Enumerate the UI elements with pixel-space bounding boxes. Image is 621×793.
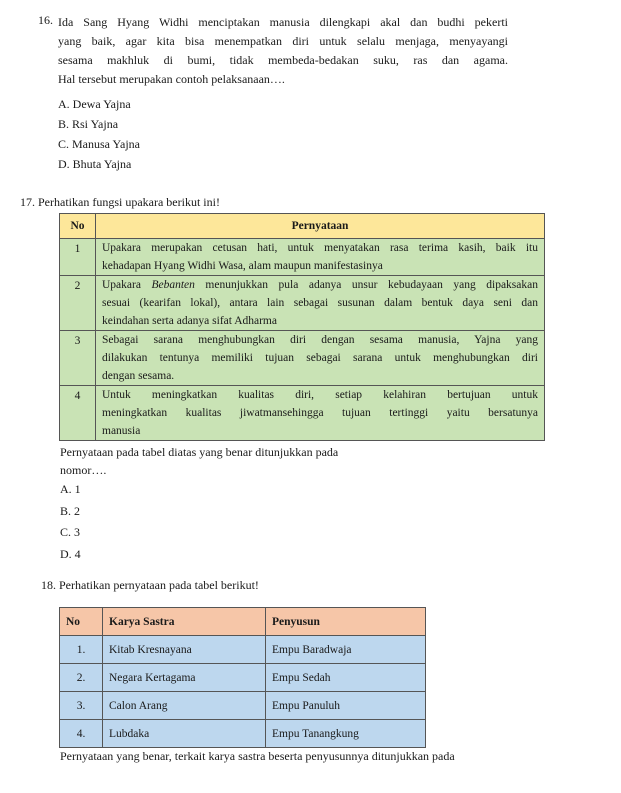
q16-line: yang baik, agar kita bisa menempatkan diri untuk selalu menjaga, menyayangi — [58, 34, 508, 48]
q17-row-no: 1 — [60, 239, 96, 276]
q17-option-b[interactable]: B. 2 — [60, 503, 81, 518]
q17-rich-part: menunjukkan pula adanya unsur kebudayaan yang dipaksakan — [194, 279, 538, 291]
q16-option-d[interactable]: D. Bhuta Yajna — [58, 157, 132, 171]
q18-row-no: 3. — [60, 692, 103, 720]
q17-cell-line: dilakukan tentunya memiliki tujuan sebagai sarana untuk menghubungkan diri — [102, 352, 538, 364]
q16-options — [58, 94, 140, 174]
q16-number: 16. — [38, 13, 53, 27]
q18-row-author: Empu Tanangkung — [266, 720, 426, 748]
table-row — [60, 331, 545, 386]
q18-row-author: Empu Baradwaja — [266, 636, 426, 664]
q18-row-no: 2. — [60, 664, 103, 692]
q16-question — [58, 13, 508, 89]
q17-cell-line: Untuk meningkatkan kualitas diri, setiap kelahiran bertujuan untuk — [102, 389, 538, 401]
q17-option-a[interactable]: A. 1 — [60, 482, 81, 496]
q18-row-no: 4. — [60, 720, 103, 748]
table-row — [60, 692, 426, 720]
q17-cell-line: Upakara merupakan cetusan hati, untuk menyatakan rasa terima kasih, baik itu — [102, 242, 538, 254]
q17-cell-line: meningkatkan kualitas jiwatmansehingga tujuan tertinggi yaitu bersatunya — [102, 407, 538, 419]
table-row — [60, 276, 545, 331]
q17-cell-line: dengan sesama. — [102, 370, 175, 382]
q18-header-no: No — [60, 608, 103, 636]
q17-row-no: 2 — [60, 276, 96, 331]
q17-italic-term: Bebanten — [151, 279, 195, 291]
q18-row-no: 1. — [60, 636, 103, 664]
table-row — [60, 720, 426, 748]
q17-question-line: nomor…. — [60, 463, 107, 477]
q17-row-statement — [96, 386, 545, 441]
q17-option-d[interactable]: D. 4 — [60, 546, 81, 561]
q16-line: Ida Sang Hyang Widhi menciptakan manusia dilengkapi akal dan budhi pekerti — [58, 15, 508, 29]
q17-cell-line: Sebagai sarana menghubungkan diri dengan sesama manusia, Yajna yang — [102, 334, 538, 346]
q17-question-line: Pernyataan pada tabel diatas yang benar ditunjukkan pada — [60, 445, 339, 459]
q18-table — [59, 607, 426, 748]
table-row — [60, 239, 545, 276]
q18-question: Pernyataan yang benar, terkait karya sastra beserta penyusunnya ditunjukkan pada — [60, 749, 455, 763]
q17-row-statement — [96, 276, 545, 331]
q17-row-statement — [96, 239, 545, 276]
q18-title: 18. Perhatikan pernyataan pada tabel berikut! — [41, 578, 259, 592]
q16-option-b[interactable]: B. Rsi Yajna — [58, 117, 119, 131]
q17-cell-line — [102, 276, 538, 294]
q17-cell-line: keindahan serta adanya sifat Adharma — [102, 315, 277, 327]
q17-title: 17. Perhatikan fungsi upakara berikut ini! — [20, 195, 220, 209]
q18-row-work: Kitab Kresnayana — [103, 636, 266, 664]
q17-row-no: 3 — [60, 331, 96, 386]
q16-option-a[interactable]: A. Dewa Yajna — [58, 97, 131, 111]
q17-row-no: 4 — [60, 386, 96, 441]
q18-row-work: Calon Arang — [103, 692, 266, 720]
table-row — [60, 386, 545, 441]
q18-row-work: Lubdaka — [103, 720, 266, 748]
q18-row-author: Empu Sedah — [266, 664, 426, 692]
q17-row-statement — [96, 331, 545, 386]
table-row — [60, 636, 426, 664]
q18-header-author: Penyusun — [266, 608, 426, 636]
q18-header-work: Karya Sastra — [103, 608, 266, 636]
q18-row-work: Negara Kertagama — [103, 664, 266, 692]
q17-option-c[interactable]: C. 3 — [60, 525, 81, 539]
q17-cell-line: manusia — [102, 425, 141, 437]
q17-cell-line: kehadapan Hyang Widhi Wasa, alam maupun manifestasinya — [102, 260, 383, 272]
q17-rich-part: Upakara — [102, 279, 152, 291]
q16-line: Hal tersebut merupakan contoh pelaksanaan…. — [58, 72, 285, 86]
q17-header-row — [60, 214, 545, 239]
q16-line: sesama makhluk di bumi, tidak membeda-bedakan suku, ras dan agama. — [58, 53, 508, 67]
q17-options — [60, 479, 81, 565]
q16-option-c[interactable]: C. Manusa Yajna — [58, 137, 141, 151]
q17-header-statement: Pernyataan — [96, 214, 545, 239]
q18-row-author: Empu Panuluh — [266, 692, 426, 720]
q17-cell-line: sesuai (kearifan lokal), antara lain sebagai susunan dalam bentuk daya seni dan — [102, 297, 538, 309]
q17-header-no: No — [60, 214, 96, 239]
table-row — [60, 664, 426, 692]
q17-table — [59, 213, 545, 441]
q18-header-row — [60, 608, 426, 636]
q17-question — [60, 443, 338, 479]
